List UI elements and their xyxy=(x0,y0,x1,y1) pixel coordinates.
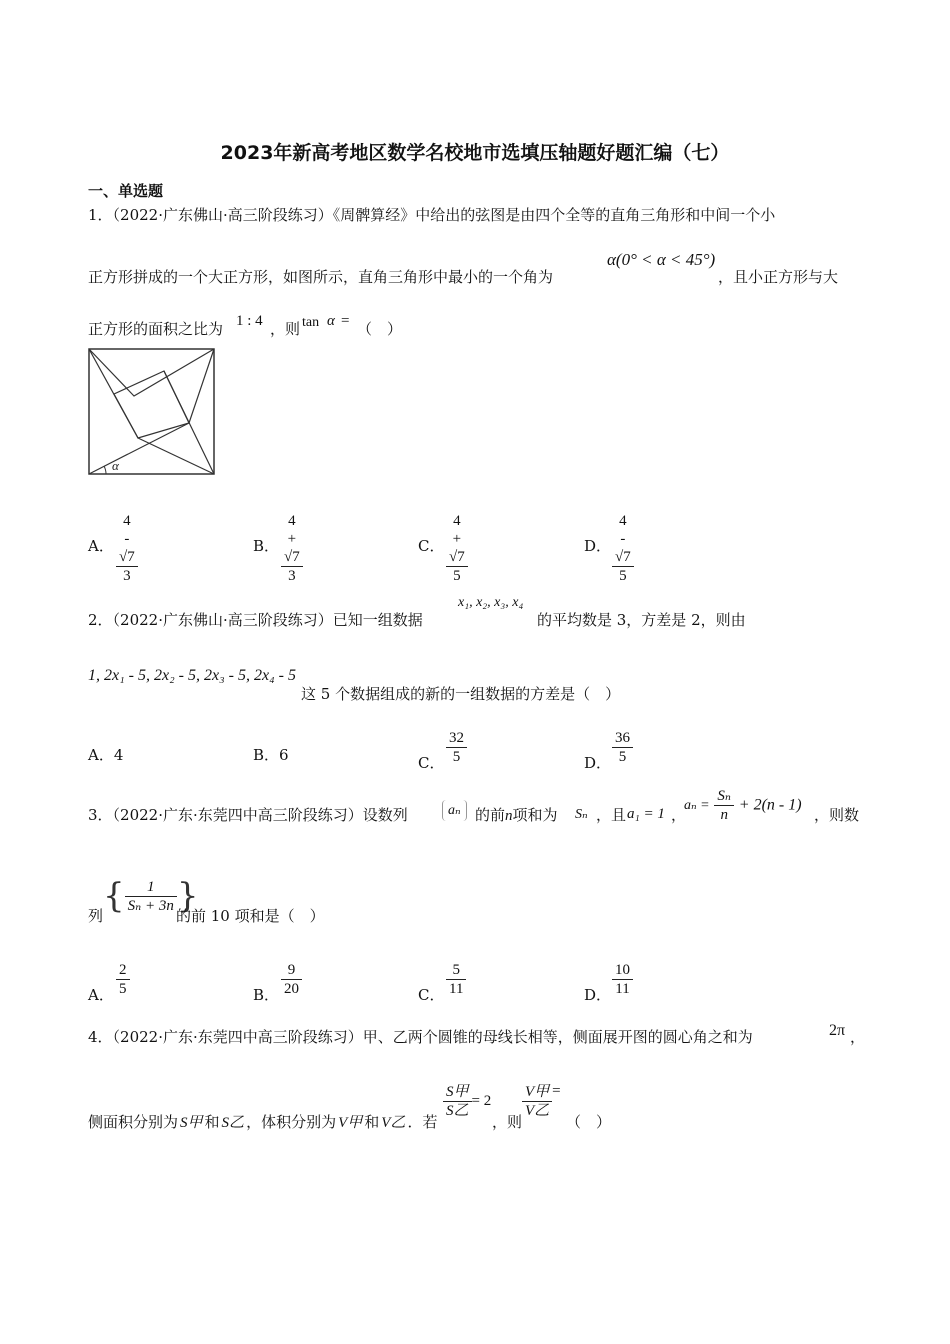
q3-text-1d: ，且 xyxy=(596,806,627,824)
option-fraction: $\frac{4 + √7}{3}$ xyxy=(281,512,303,585)
q1-line1 xyxy=(88,204,775,225)
q2-data-list: x₁, x₂, x₃, x₄ xyxy=(458,595,524,610)
q4-comma: ， xyxy=(850,1028,866,1046)
q1-alpha: α xyxy=(327,313,335,329)
option-fraction: $\frac{4 - √7}{3}$ xyxy=(116,512,138,585)
option-fraction: $\frac{4 + √7}{5}$ xyxy=(446,512,468,585)
q4-source: （2022·广东·东莞四中高三阶段练习） xyxy=(112,1028,363,1046)
q1-text-3b: ，则 xyxy=(270,320,301,338)
q3-text-2a: 列 xyxy=(88,907,104,925)
q4-paren: （ ） xyxy=(566,1113,612,1131)
q1-text-2b: ，且小正方形与大 xyxy=(718,268,839,286)
option-fraction: $\frac{5}{11}$ xyxy=(446,961,466,998)
q3-line1 xyxy=(88,804,408,825)
q4-number: 4． xyxy=(88,1028,113,1046)
q3-recurrence: aₙ = $\frac{\text{Sₙ}}{n}$ + 2(n - 1) xyxy=(684,788,802,823)
q4-line1 xyxy=(88,1026,753,1047)
q2-number: 2． xyxy=(88,611,113,629)
q3-set-fraction: { $\frac{1}{\text{Sₙ + 3n}}$ } xyxy=(103,876,199,916)
q2-text-1b: 的平均数是 3，方差是 2，则由 xyxy=(537,611,746,629)
q2-line1 xyxy=(88,609,423,630)
q1-angle-condition: α(0° < α < 45°) xyxy=(607,250,716,269)
q1-line3 xyxy=(88,318,223,339)
q3-text-1f: ，则数 xyxy=(814,806,860,824)
q2-option-a[interactable]: A．4 xyxy=(88,746,124,764)
option-fraction: $\frac{36}{5}$ xyxy=(612,729,633,766)
option-fraction: $\frac{4 - √7}{5}$ xyxy=(612,512,634,585)
q3-sequence: aₙ xyxy=(442,800,467,821)
q4-line2: 侧面积分别为 S甲 和 S乙 ，体积分别为 V甲 和 V乙 ．若 xyxy=(88,1113,438,1131)
option-fraction: $\frac{10}{11}$ xyxy=(612,961,633,998)
q1-number: 1． xyxy=(88,206,113,224)
q3-text-1b: 的前n项和为 xyxy=(475,806,558,824)
q1-text-3a: 正方形的面积之比为 xyxy=(88,320,224,338)
option-label: A． xyxy=(88,537,114,555)
q2-source: （2022·广东佛山·高三阶段练习） xyxy=(112,611,333,629)
q2-text-2: 这 5 个数据组成的新的一组数据的方差是（ ） xyxy=(301,685,621,703)
q4-area-ratio: $\frac{\text{S甲}}{\text{S乙}}$ = 2 xyxy=(443,1083,491,1120)
q1-paren: （ ） xyxy=(357,320,403,338)
q1-tan: tan xyxy=(302,315,320,330)
q1-text-2a: 正方形拼成的一个大正方形，如图所示，直角三角形中最小的一个角为 xyxy=(88,268,554,286)
q2-expression: 1, 2x₁ - 5, 2x₂ - 5, 2x₃ - 5, 2x₄ - 5 xyxy=(88,667,296,684)
q2-option-b[interactable]: B．6 xyxy=(253,746,289,764)
option-label: C． xyxy=(418,537,445,555)
q4-volume-ratio: $\frac{\text{V甲}}{\text{V乙}}$ = xyxy=(522,1083,561,1120)
q4-text-2d: ，则 xyxy=(492,1113,523,1131)
q1-line2 xyxy=(88,266,553,287)
q1-source: （2022·广东佛山·高三阶段练习） xyxy=(112,206,333,224)
q1-equals: = xyxy=(341,313,350,329)
q3-Sn: Sₙ xyxy=(575,807,588,822)
q1-ratio: 1 : 4 xyxy=(236,313,263,329)
q3-a1: a₁ = 1 xyxy=(627,806,665,822)
page-title: 2023年新高考地区数学名校地市选填压轴题好题汇编（七） xyxy=(220,142,730,164)
figure-alpha-label: α xyxy=(112,458,119,473)
option-label: B． xyxy=(253,537,280,555)
option-label: D． xyxy=(584,537,612,555)
q3-source: （2022·广东·东莞四中高三阶段练习） xyxy=(112,806,363,824)
section-heading: 一、单选题 xyxy=(88,182,164,200)
q3-text-1e: ， xyxy=(671,806,687,824)
option-fraction: $\frac{2}{5}$ xyxy=(116,961,130,998)
q3-text-2b: 的前 10 项和是（ ） xyxy=(176,907,325,925)
option-fraction: $\frac{9}{20}$ xyxy=(281,961,302,998)
string-figure-diagram xyxy=(86,346,218,478)
q4-text-1: 甲、乙两个圆锥的母线长相等，侧面展开图的圆心角之和为 xyxy=(362,1028,753,1046)
q3-number: 3． xyxy=(88,806,113,824)
q4-two-pi: 2π xyxy=(829,1022,846,1039)
q2-text-1a: 已知一组数据 xyxy=(332,611,423,629)
q1-text-1: 《周髀算经》中给出的弦图是由四个全等的直角三角形和中间一个小 xyxy=(332,206,776,224)
option-fraction: $\frac{32}{5}$ xyxy=(446,729,467,766)
q3-text-1a: 设数列 xyxy=(362,806,408,824)
